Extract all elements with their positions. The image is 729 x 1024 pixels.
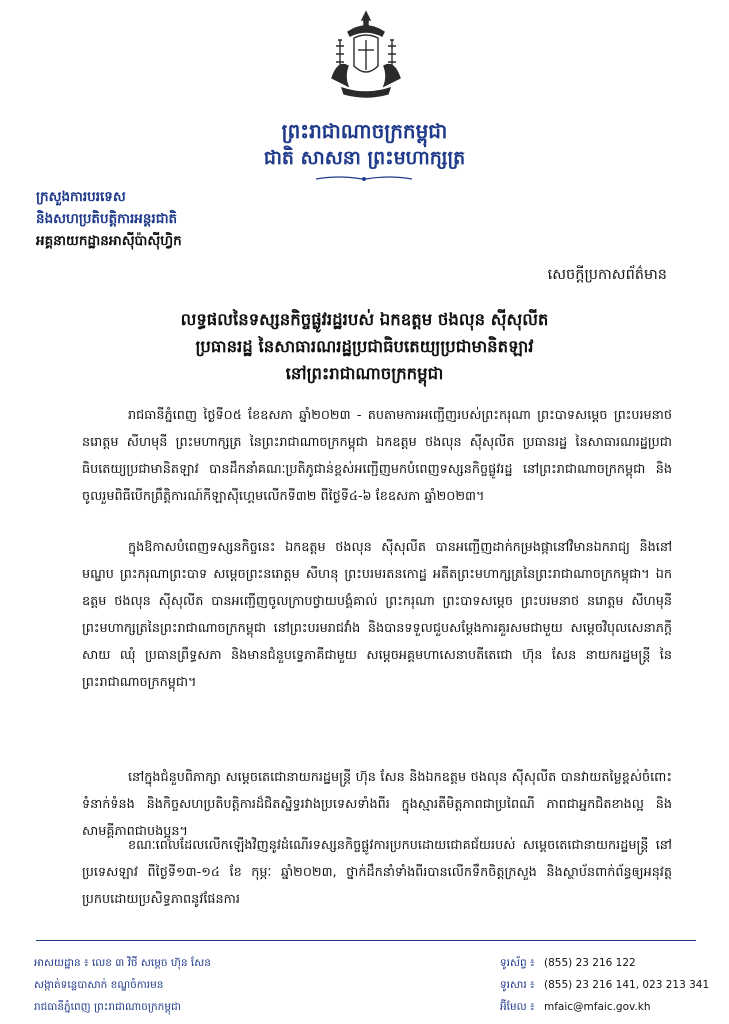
address-line3: រាជធានីភ្នំពេញ ព្រះរាជាណាចក្រកម្ពុជា xyxy=(34,1001,181,1013)
ministry-block xyxy=(36,186,182,252)
address-line1: អាសយដ្ឋាន ៖ លេខ ៣ វិថី សម្តេច ហ៊ុន សែន xyxy=(34,957,211,969)
national-motto: ជាតិ សាសនា ព្រះមហាក្សត្រ xyxy=(263,147,466,169)
paragraph-4-text: ខណៈពេលដែលលើកឡើងវិញនូវដំណើរទស្សនកិច្ចផ្លូវការប្រកបដោយជោគជ័យរបស់ សម្តេចតេជោនាយករដ្ឋមន្ត្រី នៅប្រទេសឡាវ ពីថ្ងៃទី១៣-១៤ ខែ កុម្ភៈ ឆ្នាំ២០២៣, ថ្នាក់ដឹកនាំទាំងពីរបានលើកទឹកចិត្តក្រសួង និងស្ថាប័នពាក់ព័ន្ធឲ្យអនុវត្តប្រកបដោយប្រសិទ្ធភាពនូវផែនការ xyxy=(82,838,672,907)
footer-divider xyxy=(36,940,696,941)
fax-number: (855) 23 216 141, 023 213 341 xyxy=(544,979,710,991)
email-link[interactable]: mfaic@mfaic.gov.kh xyxy=(544,1001,651,1013)
ministry-name-line2: និងសហប្រតិបត្តិការអន្តរជាតិ xyxy=(36,211,178,227)
address-line2: សង្កាត់ទន្លេបាសាក់ ខណ្ឌចំការមន xyxy=(34,979,164,991)
paragraph-2-text: ក្នុងឱកាសបំពេញទស្សនកិច្ចនេះ ឯកឧត្តម ថងលុន ស៊ីសុលីត បានអញ្ជើញដាក់កម្រងផ្កានៅវិមានឯករាជ្យ និងនៅមណ្ឌប ព្រះករុណាព្រះបាទ សម្តេចព្រះនរោត្តម សីហនុ ព្រះបរមរតនកោដ្ឋ អតីតព្រះមហាក្សត្រនៃព្រះរាជាណាចក្រកម្ពុជា។ ឯកឧត្តម ថងលុន ស៊ីសុលីត បានអញ្ជើញចូលក្រាបថ្វាយបង្គំគាល់ ព្រះករុណា ព្រះបាទសម្តេច ព្រះបរមនាថ នរោត្តម សីហមុនី ព្រះមហាក្សត្រនៃព្រះរាជាណាចក្រកម្ពុជា នៅព្រះបរមរាជវាំង និងបានទទួលជួបសម្តែងការគួរសមជាមួយ សម្តេចវិបុលសេនាភក្តី សាយ ឈុំ ប្រធានព្រឹទ្ធសភា និងមានជំនួបទ្វេភាគីជាមួយ សម្តេចអគ្គមហាសេនាបតីតេជោ ហ៊ុន សែន នាយករដ្ឋមន្ត្រី នៃព្រះរាជាណាចក្រកម្ពុជា។ xyxy=(82,540,672,690)
kingdom-name: ព្រះរាជាណាចក្រកម្ពុជា xyxy=(281,119,448,143)
department-name: អគ្គនាយកដ្ឋានអាស៊ីប៉ាស៊ីហ្វិក xyxy=(36,233,182,249)
phone-number: (855) 23 216 122 xyxy=(544,957,636,969)
ministry-name-line1: ក្រសួងការបរទេស xyxy=(36,189,126,205)
press-release-label: សេចក្តីប្រកាសព័ត៌មាន xyxy=(547,267,667,283)
paragraph-2 xyxy=(82,534,672,696)
title-line2: ប្រធានរដ្ឋ នៃសាធារណរដ្ឋប្រជាធិបតេយ្យប្រជាមានិតឡាវ xyxy=(195,337,534,356)
paragraph-1 xyxy=(82,402,672,510)
paragraph-1-text: រាជធានីភ្នំពេញ ថ្ងៃទី០៥ ខែឧសភា ឆ្នាំ២០២៣ - តបតាមការអញ្ជើញរបស់ព្រះករុណា ព្រះបាទសម្តេច ព្រះបរមនាថ នរោត្តម សីហមុនី ព្រះមហាក្សត្រ នៃព្រះរាជាណាចក្រកម្ពុជា ឯកឧត្តម ថងលុន ស៊ីសុលីត ប្រធានរដ្ឋ នៃសាធារណរដ្ឋប្រជាធិបតេយ្យប្រជាមានិតឡាវ បានដឹកនាំគណៈប្រតិភូជាន់ខ្ពស់អញ្ជើញមកបំពេញទស្សនកិច្ចផ្លូវរដ្ឋ នៅព្រះរាជាណាចក្រកម្ពុជា និងចូលរួមពិធីបើកព្រឹត្តិការណ៍កីឡាស៊ីហ្គេមលើកទី៣២ ពីថ្ងៃទី៤-៦ ខែឧសភា ឆ្នាំ២០២៣។ xyxy=(82,408,672,504)
royal-coat-of-arms-emblem xyxy=(318,6,414,102)
paragraph-3-text: នៅក្នុងជំនួបពិភាក្សា សម្តេចតេជោនាយករដ្ឋមន្ត្រី ហ៊ុន សែន និងឯកឧត្តម ថងលុន ស៊ីសុលីត បានវាយតម្លៃខ្ពស់ចំពោះទំនាក់ទំនង និងកិច្ចសហប្រតិបត្តិការដ៏ជិតស្និទ្ធរវាងប្រទេសទាំងពីរ ក្នុងស្មារតីមិត្តភាពជាប្រពៃណី ភាពជាអ្នកជិតខាងល្អ និងសាមគ្គីភាពជាបងប្អូន។ xyxy=(82,770,672,839)
footer-contacts xyxy=(500,952,709,1018)
fax-row xyxy=(500,974,709,996)
phone-row xyxy=(500,952,709,974)
footer-address xyxy=(34,952,211,1018)
phone-label: ទូរស័ព្ទ ៖ xyxy=(500,957,535,969)
document-title xyxy=(40,306,689,387)
title-line3: នៅព្រះរាជាណាចក្រកម្ពុជា xyxy=(285,364,444,383)
email-label: អ៊ីមែល ៖ xyxy=(500,1001,535,1013)
paragraph-4 xyxy=(82,832,672,913)
title-line1: លទ្ធផលនៃទស្សនកិច្ចផ្លូវរដ្ឋរបស់ ឯកឧត្តម ថងលុន ស៊ីសុលីត xyxy=(180,310,549,329)
ornament-divider-icon xyxy=(314,174,414,184)
email-row xyxy=(500,996,709,1018)
fax-label: ទូរសារ ៖ xyxy=(500,979,535,991)
